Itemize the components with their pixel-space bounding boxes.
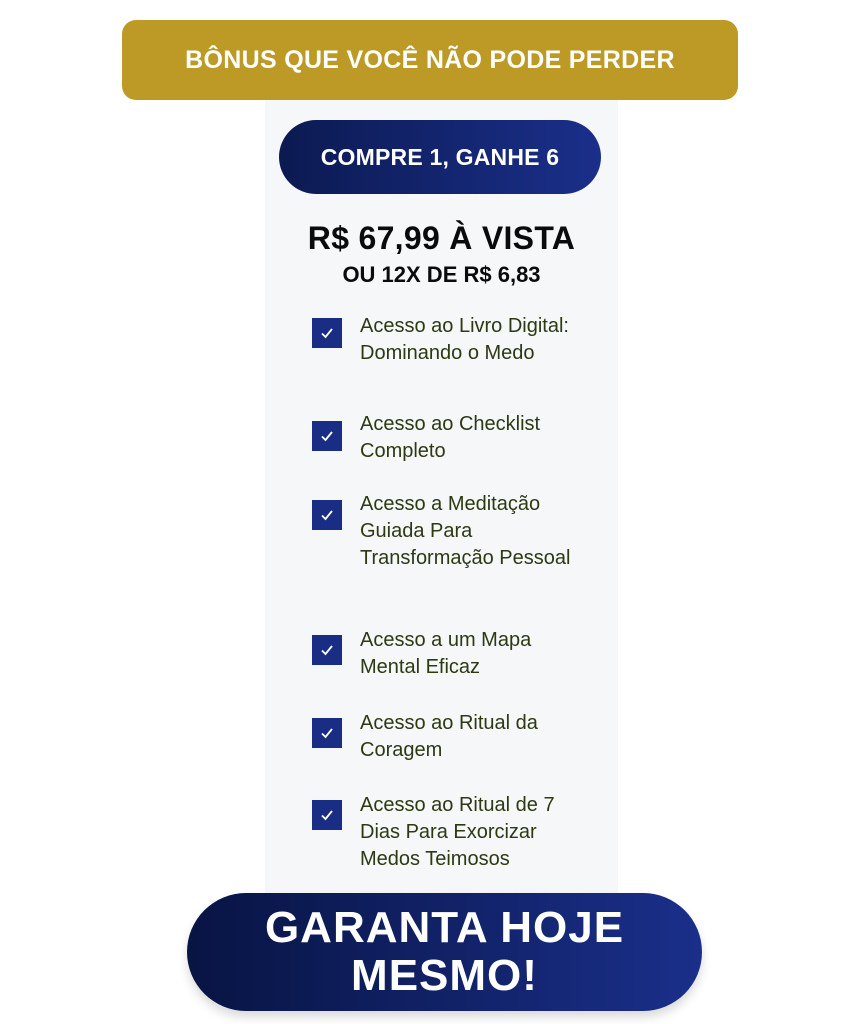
- bonus-banner-label: BÔNUS QUE VOCÊ NÃO PODE PERDER: [185, 45, 675, 74]
- feature-list: [300, 0, 600, 1024]
- cta-button[interactable]: [187, 893, 702, 1011]
- price-main: R$ 67,99 À VISTA: [307, 220, 576, 256]
- checkbox-checked-icon: [312, 635, 342, 665]
- checkbox-checked-icon: [312, 800, 342, 830]
- cta-button-label: GARANTA HOJE MESMO!: [264, 903, 625, 1000]
- checkbox-checked-icon: [312, 718, 342, 748]
- feature-text: Acesso ao Checklist Completo: [360, 413, 541, 462]
- feature-text: Acesso ao Ritual de 7 Dias Para Exorcizar Medos Teimosos: [360, 794, 555, 870]
- feature-text: Acesso a Meditação Guiada Para Transformação Pessoal: [360, 493, 571, 569]
- offer-badge-label: COMPRE 1, GANHE 6: [320, 143, 560, 170]
- feature-text: Acesso ao Ritual da Coragem: [360, 712, 538, 761]
- checkbox-checked-icon: [312, 500, 342, 530]
- checkbox-checked-icon: [312, 318, 342, 348]
- checkbox-checked-icon: [312, 421, 342, 451]
- price-installments: OU 12X DE R$ 6,83: [342, 262, 541, 287]
- feature-text: Acesso a um Mapa Mental Eficaz: [360, 629, 532, 678]
- feature-text: Acesso ao Livro Digital: Dominando o Medo: [360, 315, 569, 364]
